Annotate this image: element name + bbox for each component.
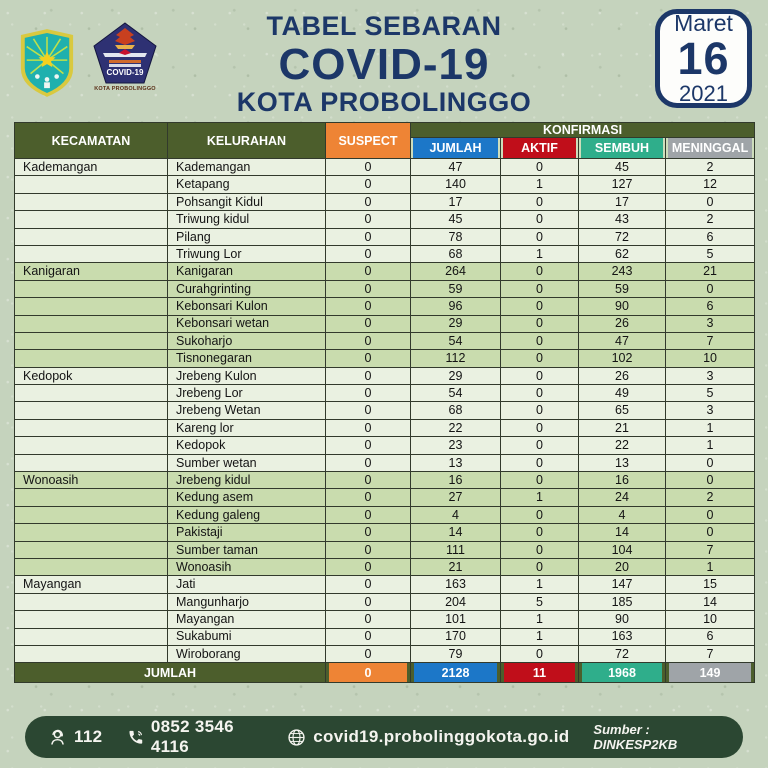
suspect-cell: 0 — [326, 437, 411, 454]
kecamatan-cell — [15, 402, 168, 419]
aktif-cell: 5 — [501, 593, 579, 610]
aktif-cell: 0 — [501, 472, 579, 489]
table-row — [15, 454, 755, 471]
aktif-cell: 0 — [501, 315, 579, 332]
suspect-cell: 0 — [326, 385, 411, 402]
meninggal-cell: 0 — [666, 193, 755, 210]
aktif-cell: 0 — [501, 402, 579, 419]
table-row — [15, 506, 755, 523]
website-contact — [286, 727, 569, 748]
table-row — [15, 645, 755, 662]
meninggal-cell: 2 — [666, 489, 755, 506]
jumlah-cell: 16 — [411, 472, 501, 489]
table-row — [15, 385, 755, 402]
aktif-cell: 0 — [501, 332, 579, 349]
kelurahan-cell: Kademangan — [168, 159, 326, 176]
aktif-cell: 1 — [501, 176, 579, 193]
sembuh-cell: 22 — [579, 437, 666, 454]
table-row — [15, 576, 755, 593]
kecamatan-cell: Wonoasih — [15, 472, 168, 489]
total-label: JUMLAH — [15, 663, 326, 683]
meninggal-cell: 0 — [666, 454, 755, 471]
meninggal-cell: 0 — [666, 280, 755, 297]
jumlah-cell: 23 — [411, 437, 501, 454]
total-suspect: 0 — [326, 663, 411, 683]
aktif-cell: 0 — [501, 524, 579, 541]
suspect-cell: 0 — [326, 176, 411, 193]
table-row — [15, 280, 755, 297]
meninggal-cell: 1 — [666, 437, 755, 454]
kecamatan-cell — [15, 419, 168, 436]
data-source: Sumber : DINKESP2KB — [593, 722, 678, 752]
meninggal-cell: 12 — [666, 176, 755, 193]
title-line3: KOTA PROBOLINGGO — [236, 86, 532, 117]
table-row — [15, 228, 755, 245]
meninggal-cell: 15 — [666, 576, 755, 593]
meninggal-cell: 3 — [666, 402, 755, 419]
meninggal-cell: 5 — [666, 245, 755, 262]
jumlah-cell: 29 — [411, 315, 501, 332]
kelurahan-cell: Kebonsari wetan — [168, 315, 326, 332]
table-row — [15, 176, 755, 193]
kelurahan-cell: Sumber wetan — [168, 454, 326, 471]
table-total-row — [15, 663, 755, 683]
sembuh-cell: 90 — [579, 611, 666, 628]
table-row — [15, 350, 755, 367]
sembuh-cell: 104 — [579, 541, 666, 558]
jumlah-cell: 47 — [411, 159, 501, 176]
sembuh-cell: 14 — [579, 524, 666, 541]
suspect-cell: 0 — [326, 454, 411, 471]
table-row — [15, 628, 755, 645]
jumlah-cell: 54 — [411, 332, 501, 349]
kelurahan-cell: Mayangan — [168, 611, 326, 628]
suspect-cell: 0 — [326, 611, 411, 628]
kelurahan-cell: Sukabumi — [168, 628, 326, 645]
kecamatan-cell — [15, 385, 168, 402]
meninggal-cell: 0 — [666, 472, 755, 489]
kecamatan-cell — [15, 454, 168, 471]
aktif-cell: 0 — [501, 280, 579, 297]
title-line2: COVID-19 — [278, 39, 490, 89]
jumlah-cell: 140 — [411, 176, 501, 193]
table-row — [15, 558, 755, 575]
aktif-cell: 0 — [501, 385, 579, 402]
col-header-jumlah: JUMLAH — [411, 138, 501, 159]
table-row — [15, 193, 755, 210]
table-body — [15, 159, 755, 663]
table-row — [15, 593, 755, 610]
jumlah-cell: 54 — [411, 385, 501, 402]
kecamatan-cell — [15, 524, 168, 541]
suspect-cell: 0 — [326, 315, 411, 332]
kelurahan-cell: Sumber taman — [168, 541, 326, 558]
table-row — [15, 437, 755, 454]
col-header-aktif: AKTIF — [501, 138, 579, 159]
aktif-cell: 0 — [501, 298, 579, 315]
jumlah-cell: 204 — [411, 593, 501, 610]
jumlah-cell: 264 — [411, 263, 501, 280]
phone-contact — [126, 717, 262, 757]
kelurahan-cell: Kedopok — [168, 437, 326, 454]
kecamatan-cell: Kanigaran — [15, 263, 168, 280]
kecamatan-cell — [15, 193, 168, 210]
kecamatan-cell: Kademangan — [15, 159, 168, 176]
aktif-cell: 0 — [501, 645, 579, 662]
probolinggo-city-emblem-icon — [18, 28, 76, 98]
kelurahan-cell: Jrebeng Kulon — [168, 367, 326, 384]
suspect-cell: 0 — [326, 228, 411, 245]
sembuh-cell: 26 — [579, 367, 666, 384]
jumlah-cell: 29 — [411, 367, 501, 384]
kecamatan-cell — [15, 541, 168, 558]
meninggal-cell: 10 — [666, 611, 755, 628]
kelurahan-cell: Triwung Lor — [168, 245, 326, 262]
meninggal-cell: 14 — [666, 593, 755, 610]
suspect-cell: 0 — [326, 402, 411, 419]
covid-taskforce-pentagon-icon — [93, 22, 157, 84]
jumlah-cell: 22 — [411, 419, 501, 436]
jumlah-cell: 17 — [411, 193, 501, 210]
suspect-cell: 0 — [326, 211, 411, 228]
kelurahan-cell: Kanigaran — [168, 263, 326, 280]
sembuh-cell: 90 — [579, 298, 666, 315]
kecamatan-cell — [15, 176, 168, 193]
sembuh-cell: 24 — [579, 489, 666, 506]
meninggal-cell: 0 — [666, 524, 755, 541]
meninggal-cell: 7 — [666, 332, 755, 349]
aktif-cell: 0 — [501, 541, 579, 558]
jumlah-cell: 112 — [411, 350, 501, 367]
col-header-meninggal: MENINGGAL — [666, 138, 755, 159]
sembuh-cell: 47 — [579, 332, 666, 349]
jumlah-cell: 45 — [411, 211, 501, 228]
jumlah-cell: 68 — [411, 245, 501, 262]
table-row — [15, 611, 755, 628]
suspect-cell: 0 — [326, 506, 411, 523]
globe-icon — [286, 727, 307, 748]
jumlah-cell: 27 — [411, 489, 501, 506]
kecamatan-cell — [15, 298, 168, 315]
aktif-cell: 0 — [501, 211, 579, 228]
sembuh-cell: 43 — [579, 211, 666, 228]
kecamatan-cell: Kedopok — [15, 367, 168, 384]
sembuh-cell: 16 — [579, 472, 666, 489]
kecamatan-cell — [15, 628, 168, 645]
suspect-cell: 0 — [326, 419, 411, 436]
suspect-cell: 0 — [326, 541, 411, 558]
sembuh-cell: 49 — [579, 385, 666, 402]
suspect-cell: 0 — [326, 280, 411, 297]
total-sembuh: 1968 — [579, 663, 666, 683]
suspect-cell: 0 — [326, 593, 411, 610]
kelurahan-cell: Jrebeng Lor — [168, 385, 326, 402]
meninggal-cell: 3 — [666, 367, 755, 384]
jumlah-cell: 21 — [411, 558, 501, 575]
kelurahan-cell: Mangunharjo — [168, 593, 326, 610]
col-header-konfirmasi: KONFIRMASI — [411, 123, 755, 138]
jumlah-cell: 68 — [411, 402, 501, 419]
website-url: covid19.probolinggokota.go.id — [313, 727, 570, 746]
suspect-cell: 0 — [326, 628, 411, 645]
sembuh-cell: 13 — [579, 454, 666, 471]
kecamatan-cell — [15, 228, 168, 245]
kelurahan-cell: Sukoharjo — [168, 332, 326, 349]
kelurahan-cell: Pakistaji — [168, 524, 326, 541]
aktif-cell: 0 — [501, 454, 579, 471]
jumlah-cell: 163 — [411, 576, 501, 593]
meninggal-cell: 10 — [666, 350, 755, 367]
aktif-cell: 0 — [501, 419, 579, 436]
kelurahan-cell: Tisnonegaran — [168, 350, 326, 367]
kecamatan-cell — [15, 506, 168, 523]
kelurahan-cell: Jati — [168, 576, 326, 593]
meninggal-cell: 5 — [666, 385, 755, 402]
covid-taskforce-caption: KOTA PROBOLINGGO — [94, 86, 156, 92]
kecamatan-cell — [15, 437, 168, 454]
aktif-cell: 1 — [501, 489, 579, 506]
meninggal-cell: 6 — [666, 298, 755, 315]
sembuh-cell: 4 — [579, 506, 666, 523]
kecamatan-cell — [15, 489, 168, 506]
kelurahan-cell: Ketapang — [168, 176, 326, 193]
sembuh-cell: 65 — [579, 402, 666, 419]
meninggal-cell: 2 — [666, 211, 755, 228]
table-row — [15, 524, 755, 541]
suspect-cell: 0 — [326, 159, 411, 176]
suspect-cell: 0 — [326, 367, 411, 384]
jumlah-cell: 170 — [411, 628, 501, 645]
table-row — [15, 332, 755, 349]
kelurahan-cell: Pohsangit Kidul — [168, 193, 326, 210]
suspect-cell: 0 — [326, 350, 411, 367]
kelurahan-cell: Jrebeng kidul — [168, 472, 326, 489]
aktif-cell: 1 — [501, 611, 579, 628]
meninggal-cell: 6 — [666, 228, 755, 245]
meninggal-cell: 21 — [666, 263, 755, 280]
table-row — [15, 211, 755, 228]
date-badge — [655, 9, 752, 108]
sembuh-cell: 185 — [579, 593, 666, 610]
col-header-suspect: SUSPECT — [326, 123, 411, 159]
meninggal-cell: 1 — [666, 558, 755, 575]
table-row — [15, 315, 755, 332]
kelurahan-cell: Kebonsari Kulon — [168, 298, 326, 315]
sembuh-cell: 127 — [579, 176, 666, 193]
meninggal-cell: 2 — [666, 159, 755, 176]
suspect-cell: 0 — [326, 576, 411, 593]
suspect-cell: 0 — [326, 298, 411, 315]
jumlah-cell: 111 — [411, 541, 501, 558]
phone-number: 0852 3546 4116 — [150, 717, 234, 756]
aktif-cell: 1 — [501, 576, 579, 593]
emergency-number: 112 — [74, 727, 103, 746]
phone-icon — [126, 727, 145, 748]
covid-taskforce-label: COVID-19 — [106, 68, 144, 77]
suspect-cell: 0 — [326, 524, 411, 541]
aktif-cell: 1 — [501, 628, 579, 645]
kelurahan-cell: Wiroborang — [168, 645, 326, 662]
jumlah-cell: 79 — [411, 645, 501, 662]
aktif-cell: 0 — [501, 506, 579, 523]
col-header-kelurahan: KELURAHAN — [168, 123, 326, 159]
emergency-contact — [47, 727, 102, 748]
aktif-cell: 0 — [501, 437, 579, 454]
jumlah-cell: 96 — [411, 298, 501, 315]
sembuh-cell: 243 — [579, 263, 666, 280]
meninggal-cell: 6 — [666, 628, 755, 645]
total-jumlah: 2128 — [411, 663, 501, 683]
date-year: 2021 — [679, 81, 728, 106]
operator-headset-icon — [47, 727, 68, 748]
aktif-cell: 0 — [501, 367, 579, 384]
suspect-cell: 0 — [326, 645, 411, 662]
table-row — [15, 402, 755, 419]
table-row — [15, 489, 755, 506]
jumlah-cell: 78 — [411, 228, 501, 245]
aktif-cell: 0 — [501, 558, 579, 575]
suspect-cell: 0 — [326, 193, 411, 210]
sembuh-cell: 17 — [579, 193, 666, 210]
kecamatan-cell — [15, 593, 168, 610]
jumlah-cell: 4 — [411, 506, 501, 523]
table-row — [15, 419, 755, 436]
aktif-cell: 0 — [501, 350, 579, 367]
table-header — [15, 123, 755, 159]
table-row — [15, 541, 755, 558]
col-header-kecamatan: KECAMATAN — [15, 123, 168, 159]
table-row — [15, 263, 755, 280]
title-line1: TABEL SEBARAN — [266, 11, 502, 41]
date-month: Maret — [674, 10, 733, 36]
table-row — [15, 298, 755, 315]
sembuh-cell: 163 — [579, 628, 666, 645]
kecamatan-cell — [15, 332, 168, 349]
jumlah-cell: 13 — [411, 454, 501, 471]
sembuh-cell: 21 — [579, 419, 666, 436]
aktif-cell: 1 — [501, 245, 579, 262]
meninggal-cell: 7 — [666, 541, 755, 558]
sembuh-cell: 26 — [579, 315, 666, 332]
table-row — [15, 159, 755, 176]
suspect-cell: 0 — [326, 558, 411, 575]
total-meninggal: 149 — [666, 663, 755, 683]
aktif-cell: 0 — [501, 193, 579, 210]
sembuh-cell: 72 — [579, 645, 666, 662]
jumlah-cell: 59 — [411, 280, 501, 297]
jumlah-cell: 101 — [411, 611, 501, 628]
kelurahan-cell: Jrebeng Wetan — [168, 402, 326, 419]
table-row — [15, 245, 755, 262]
kelurahan-cell: Kedung galeng — [168, 506, 326, 523]
kecamatan-cell: Mayangan — [15, 576, 168, 593]
kecamatan-cell — [15, 245, 168, 262]
col-header-sembuh: SEMBUH — [579, 138, 666, 159]
meninggal-cell: 1 — [666, 419, 755, 436]
sembuh-cell: 20 — [579, 558, 666, 575]
kecamatan-cell — [15, 645, 168, 662]
kelurahan-cell: Triwung kidul — [168, 211, 326, 228]
aktif-cell: 0 — [501, 263, 579, 280]
suspect-cell: 0 — [326, 472, 411, 489]
aktif-cell: 0 — [501, 159, 579, 176]
kelurahan-cell: Curahgrinting — [168, 280, 326, 297]
suspect-cell: 0 — [326, 245, 411, 262]
date-day: 16 — [677, 33, 730, 84]
meninggal-cell: 0 — [666, 506, 755, 523]
sembuh-cell: 62 — [579, 245, 666, 262]
kecamatan-cell — [15, 611, 168, 628]
meninggal-cell: 3 — [666, 315, 755, 332]
table-row — [15, 367, 755, 384]
kecamatan-cell — [15, 315, 168, 332]
kecamatan-cell — [15, 558, 168, 575]
kecamatan-cell — [15, 280, 168, 297]
sembuh-cell: 147 — [579, 576, 666, 593]
meninggal-cell: 7 — [666, 645, 755, 662]
kelurahan-cell: Pilang — [168, 228, 326, 245]
covid-taskforce-emblem — [92, 22, 158, 92]
suspect-cell: 0 — [326, 332, 411, 349]
page-title — [169, 12, 599, 118]
kelurahan-cell: Kedung asem — [168, 489, 326, 506]
sembuh-cell: 72 — [579, 228, 666, 245]
kelurahan-cell: Kareng lor — [168, 419, 326, 436]
sembuh-cell: 59 — [579, 280, 666, 297]
sembuh-cell: 102 — [579, 350, 666, 367]
kecamatan-cell — [15, 211, 168, 228]
page-header — [0, 0, 768, 120]
suspect-cell: 0 — [326, 263, 411, 280]
covid-distribution-table — [14, 122, 755, 683]
logo-group — [18, 22, 158, 98]
contact-footer — [25, 716, 743, 758]
aktif-cell: 0 — [501, 228, 579, 245]
sembuh-cell: 45 — [579, 159, 666, 176]
table-row — [15, 472, 755, 489]
suspect-cell: 0 — [326, 489, 411, 506]
total-aktif: 11 — [501, 663, 579, 683]
jumlah-cell: 14 — [411, 524, 501, 541]
kecamatan-cell — [15, 350, 168, 367]
kelurahan-cell: Wonoasih — [168, 558, 326, 575]
